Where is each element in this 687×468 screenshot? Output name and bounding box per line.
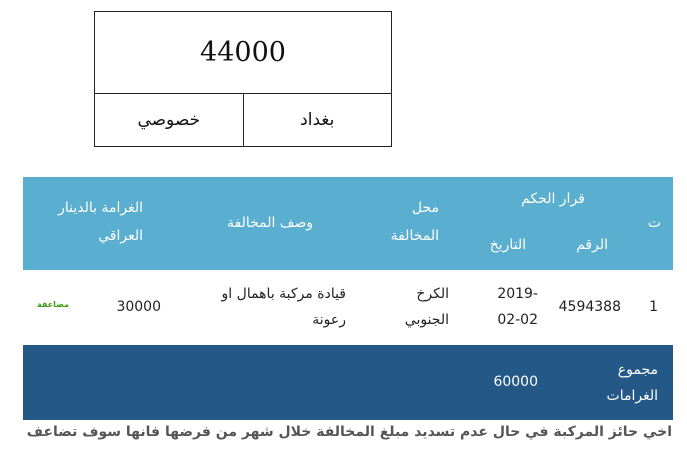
row-fine-amount: 30000 [116, 299, 161, 315]
header-ruling-date: التاريخ [489, 237, 526, 253]
plate-type: خصوصي [137, 110, 201, 130]
totals-row [23, 345, 673, 420]
penalty-notice: اخي حائز المركبة في حال عدم تسديد مبلغ المخالفة خلال شهر من فرضها فانها سوف تضاعف [26, 424, 672, 440]
table-header [23, 177, 673, 270]
row-description: قيادة مركبة باهمال او رعونة [221, 286, 346, 328]
header-fine: الغرامة بالدينار العراقي [58, 200, 143, 244]
header-index: ت [647, 215, 661, 231]
header-description: وصف المخالفة [227, 215, 313, 231]
row-index: 1 [649, 299, 658, 315]
plate-details [95, 93, 391, 147]
plate-number: 44000 [95, 12, 391, 94]
doubled-status-icon [35, 297, 71, 311]
row-location: الكرخ الجنوبي [404, 286, 449, 328]
header-location: محل المخالفة [390, 200, 439, 244]
totals-amount: 60000 [493, 374, 538, 390]
table-row [23, 270, 673, 345]
header-ruling: قرار الحكم [521, 191, 585, 207]
row-ruling-date: 2019-02-02 [497, 286, 538, 328]
totals-label: مجموع الغرامات [606, 362, 658, 404]
doubled-status-label: مضاعفة [37, 299, 69, 309]
row-ruling-number: 4594388 [558, 299, 621, 315]
header-ruling-number: الرقم [576, 237, 608, 253]
fines-table [23, 177, 673, 420]
plate-box [94, 11, 392, 147]
plate-province: بغداد [243, 93, 392, 147]
